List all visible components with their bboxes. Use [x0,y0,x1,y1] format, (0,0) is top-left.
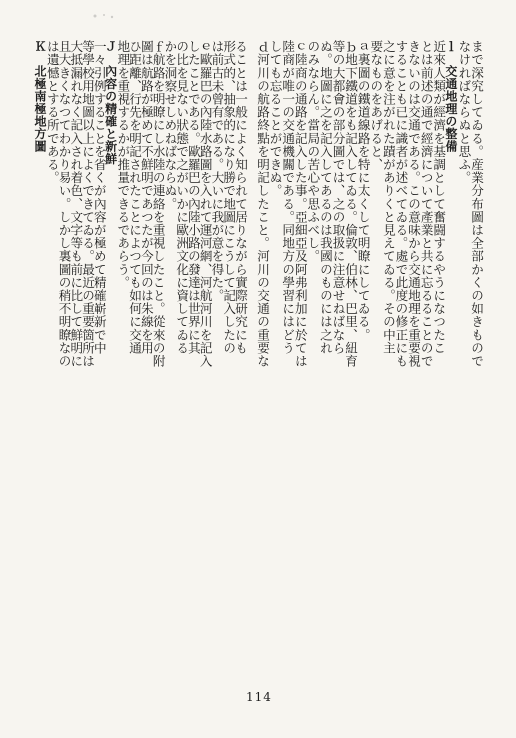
text-column: は遺憾とする所である。 [44,40,60,185]
text-column: 等學校用地圖以上によくできてゐる。最近の重要箇所は [80,40,96,368]
text-column: 大抵漏れなく記入され着色、文字等も前に比して鮮明に [68,40,84,368]
text-column: 且大きくなつてわかり易い。しかし裏圖の稍不明瞭なの [56,40,72,368]
text-column: 要なものをあげると、 [368,40,384,171]
text-column: ｄ河川の航路終點を明記したこと。河川の交通の重要な [255,40,270,368]
text-column: 一々引例することを省くが內容が極めて精確嶄新で中 [91,40,107,355]
text-column: ｅ歐羅巴の內陸水路圖を入れて運河網、河航河川を記入 [197,40,213,368]
text-column: したことである。歐羅巴の內陸小路の發達は世界に其 [185,40,201,355]
text-column: ｃ陸商の通路を記入した事。亞細亞及阿弗利加に於ては [292,40,308,368]
text-column: しても忘ることができぬ。 [267,40,283,198]
text-column: することも已に識者が述べてゐる。處で此度の修正にも [393,40,409,368]
text-column: 之に意を注がれた蹟がありくと見えてゐる。その中主 [380,40,396,355]
text-column: 形式的、抽象的になり勝で地圖にこうして記入したの [221,40,237,355]
text-column: のみならん。當局の苦心や思ふべし。 [305,40,321,263]
text-column: とは前述の通で經濟について產業と共に忘るることので [418,40,434,368]
text-column: 陸商が唯一の交通機關である。同地方の學習にはどう [280,40,296,355]
text-column: の比を見ない狀態で之がいかに歐洲文化に資してゐる [174,40,190,355]
page-number: 114 [246,690,272,704]
text-column: ることは一般によく知られて居りながら實際研究にも [233,40,248,355]
text-column: ａ裏圖の鐵道線路を特に太くして明瞭にしてゐる。 [355,40,371,342]
text-column: 近來人類が經濟を基調として奮闘するやうになつたこ [431,40,447,355]
text-column: ひ距離、行先を明記されたことによつても如何に交通 [127,40,143,355]
text-column: なければならぬと思ふ。 [456,40,472,185]
section-heading: ｌ 交通地理の整備 [443,40,458,153]
text-column: きないのは交通である。この意味から交通地理を重要視 [406,40,422,368]
text-column: ｂ地下鐵道をも記入してゐる。倫敦、伯林、巴里、紐育 [343,40,359,368]
text-column: かを洞察せしめねばならぬ。 [162,40,178,211]
ink-smudge [90,10,120,22]
text-column: は前古未曾有である。大いに我が意を得た。 [209,40,225,302]
section-heading: Ｋ 北極南極地方圖 [33,40,47,153]
text-column: 圖は航路が極めて不鮮明であつたが今回のは朱線を用 [138,40,154,355]
text-column: まで深究してゐる。産業分布圖は全部かくの如きもので [469,40,484,368]
text-column: ｆ航路を明瞭にし水陸の連絡を重視したこと。從來の附 [150,40,166,368]
text-column: 等の大都會の部分圖では、之の取扱に注意せねばなら [330,40,346,355]
text-column: 地理を重視するかが推量できるであらう。 [115,40,131,289]
text-column: ぬ。地圖に之を記入してあるのは我國のものには之れ [317,40,333,355]
section-heading: Ｊ 內容の精確と新鮮 [103,40,118,165]
